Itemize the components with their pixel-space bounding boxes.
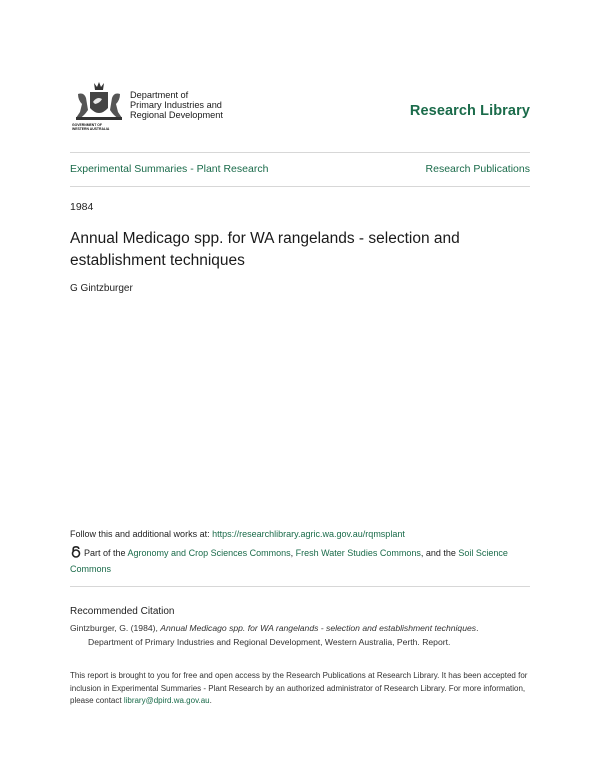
header-divider bbox=[70, 152, 530, 153]
article-author: G Gintzburger bbox=[70, 283, 133, 294]
department-line-1: Department of bbox=[130, 90, 189, 100]
citation-text bbox=[70, 622, 540, 649]
soil-science-commons-link[interactable]: Soil Science Commons bbox=[70, 548, 508, 574]
follow-url-link[interactable]: https://researchlibrary.agric.wa.gov.au/rqmsplant bbox=[212, 529, 405, 539]
department-line-3: Regional Development bbox=[130, 110, 223, 120]
recommended-citation-heading: Recommended Citation bbox=[70, 606, 175, 617]
access-notice-end: . bbox=[209, 696, 212, 705]
article-title: Annual Medicago spp. for WA rangelands - selection and establishment techniques bbox=[70, 230, 460, 269]
nav-divider bbox=[70, 186, 530, 187]
citation-divider bbox=[70, 586, 530, 587]
publications-link[interactable]: Research Publications bbox=[425, 163, 530, 175]
contact-email-link[interactable]: library@dpird.wa.gov.au bbox=[123, 696, 210, 705]
open-access-icon bbox=[70, 546, 82, 558]
publication-year: 1984 bbox=[70, 201, 94, 213]
department-logo[interactable] bbox=[70, 80, 240, 136]
separator-1: , bbox=[290, 548, 296, 558]
citation-authors-year: Gintzburger, G. (1984), bbox=[70, 623, 161, 633]
access-notice bbox=[70, 670, 540, 708]
department-name bbox=[130, 90, 223, 120]
citation-title: Annual Medicago spp. for WA rangelands - selection and establishment techniques bbox=[160, 623, 477, 633]
citation-publisher: Department of Primary Industries and Regional Development, Western Australia, Perth. Report. bbox=[88, 636, 451, 647]
government-line-1: GOVERNMENT OF bbox=[72, 123, 102, 127]
government-caption bbox=[72, 123, 132, 131]
collection-link[interactable]: Experimental Summaries - Plant Research bbox=[70, 163, 269, 175]
part-of-line bbox=[70, 545, 530, 577]
fresh-water-commons-link[interactable]: Fresh Water Studies Commons bbox=[295, 548, 421, 558]
part-of-prefix: Part of the bbox=[84, 548, 128, 558]
follow-line bbox=[70, 529, 405, 539]
access-notice-text: This report is brought to you for free and open access by the Research Publications at Research Library. It has been accepted for inclusion in Experimental Summaries - Plant Research by an authorized administrator of Research Library. For more information, please contact bbox=[70, 671, 528, 705]
citation-title-end: . bbox=[476, 623, 479, 633]
government-line-2: WESTERN AUSTRALIA bbox=[72, 127, 110, 131]
separator-2: , and the bbox=[420, 548, 459, 558]
department-line-2: Primary Industries and bbox=[130, 100, 222, 110]
follow-prefix: Follow this and additional works at: bbox=[70, 529, 213, 539]
research-library-title[interactable]: Research Library bbox=[409, 103, 530, 119]
agronomy-commons-link[interactable]: Agronomy and Crop Sciences Commons bbox=[127, 548, 291, 558]
